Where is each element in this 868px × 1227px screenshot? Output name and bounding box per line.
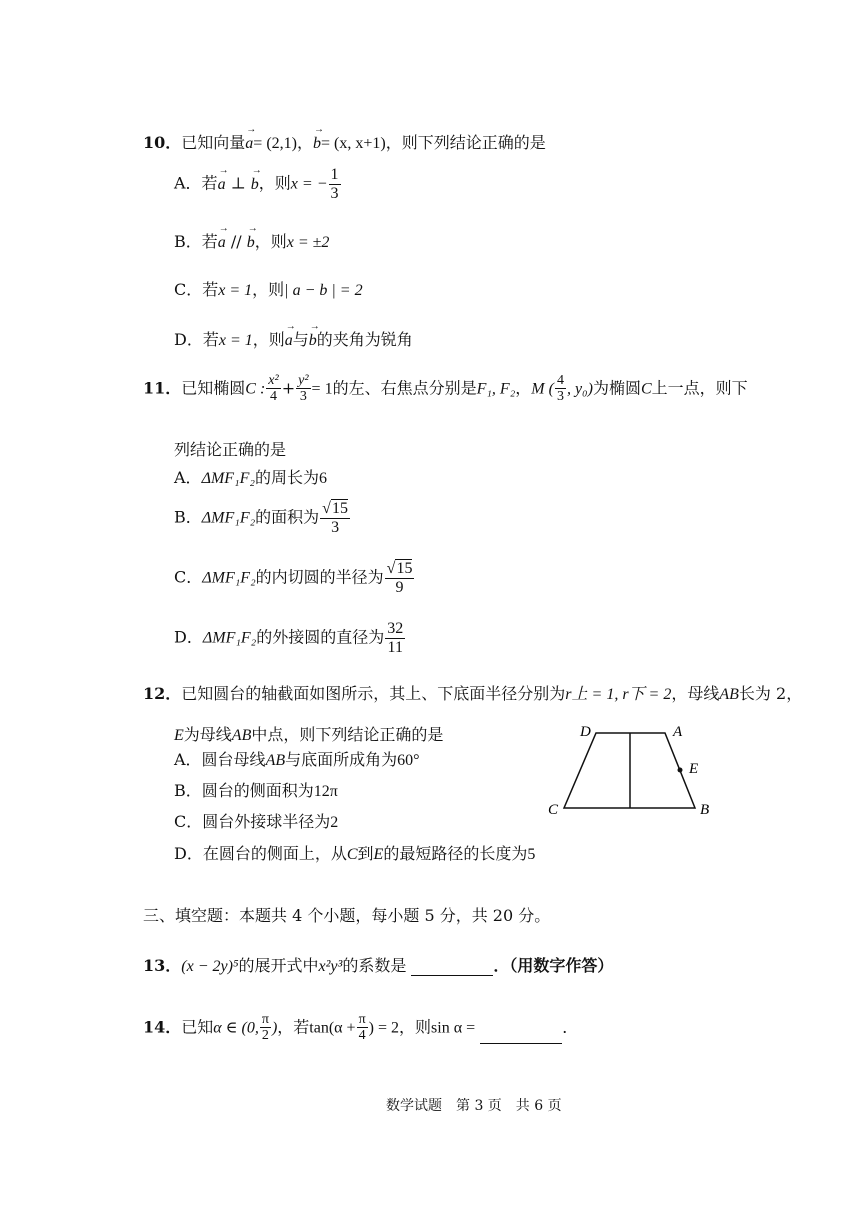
q12-stem: 12．已知圆台的轴截面如图所示，其上、下底面半径分别为r上 = 1, r下 = 2，母线AB长为 2， — [143, 684, 803, 703]
q12-option-a: A．圆台母线AB与底面所成角为60° — [174, 750, 420, 769]
answer-blank[interactable] — [411, 959, 493, 976]
q12-stem-line2: E为母线AB中点，则下列结论正确的是 — [174, 725, 444, 744]
answer-blank[interactable] — [480, 1027, 562, 1044]
q11-option-c: C．ΔMF₁F₂的内切圆的半径为 $\frac{√15}{9}$ — [174, 560, 413, 596]
q13: 13．(x − 2y)⁵的展开式中x²y³的系数是 ．（用数字作答） — [143, 956, 614, 975]
q10-stem: 10．已知向量→ a= (2,1)，→ b= (x, x+1)，则下列结论正确的是 — [143, 130, 546, 153]
point-e — [678, 768, 683, 773]
q14-number: 14． — [143, 1017, 182, 1037]
q12-option-c: C．圆台外接球半径为2 — [174, 812, 339, 831]
q10-number: 10． — [143, 133, 182, 152]
label-d: D — [580, 724, 591, 740]
q14: 14．已知α ∈ (0, $\frac{\pi}{2}$ )，若tan(α + $\frac{\pi}{4}$ ) = 2，则sin α = ． — [143, 1012, 579, 1044]
q11-number: 11． — [143, 378, 182, 398]
q11-stem-line2: 列结论正确的是 — [174, 440, 287, 459]
q10-option-b: B．若→ a // → b，则x = ±2 — [174, 229, 329, 252]
label-b: B — [700, 802, 710, 818]
q10-option-c: C．若x = 1，则| a − b | = 2 — [174, 280, 363, 299]
label-e: E — [689, 761, 699, 777]
q12-option-b: B．圆台的侧面积为12π — [174, 781, 338, 800]
label-a: A — [673, 724, 683, 740]
frustum-diagram — [540, 718, 730, 830]
section-heading: 三、填空题：本题共 4 个小题，每小题 5 分，共 20 分。 — [143, 906, 551, 925]
q11-option-d: D．ΔMF₁F₂的外接圆的直径为 $\frac{32}{11}$ — [174, 620, 404, 656]
q12-number: 12． — [143, 684, 182, 703]
q11-option-b: B．ΔMF₁F₂的面积为 $\frac{√15}{3}$ — [174, 500, 348, 536]
label-c: C — [548, 802, 559, 818]
q11-stem: 11．已知椭圆C : $\frac{\text{x²}}{4}$ + $\frac{\text{y²}}{3}$ = 1的左、右焦点分别是F₁, F₂，M ( $\frac{4}{3}$ , y₀)为椭圆C上一点，则下 — [143, 373, 748, 405]
q10-option-a: A．若→ a ⊥ → b，则x = − $\frac{1}{3}$ — [174, 166, 342, 202]
q10-option-d: D．若x = 1，则→ a与→ b的夹角为锐角 — [174, 327, 413, 350]
q12-option-d: D．在圆台的侧面上，从C到E的最短路径的长度为5 — [174, 844, 536, 863]
q13-number: 13． — [143, 956, 182, 975]
page-footer: 数学试题 第 3 页 共 6 页 — [386, 1098, 562, 1114]
q11-option-a: A．ΔMF₁F₂的周长为6 — [174, 468, 327, 487]
